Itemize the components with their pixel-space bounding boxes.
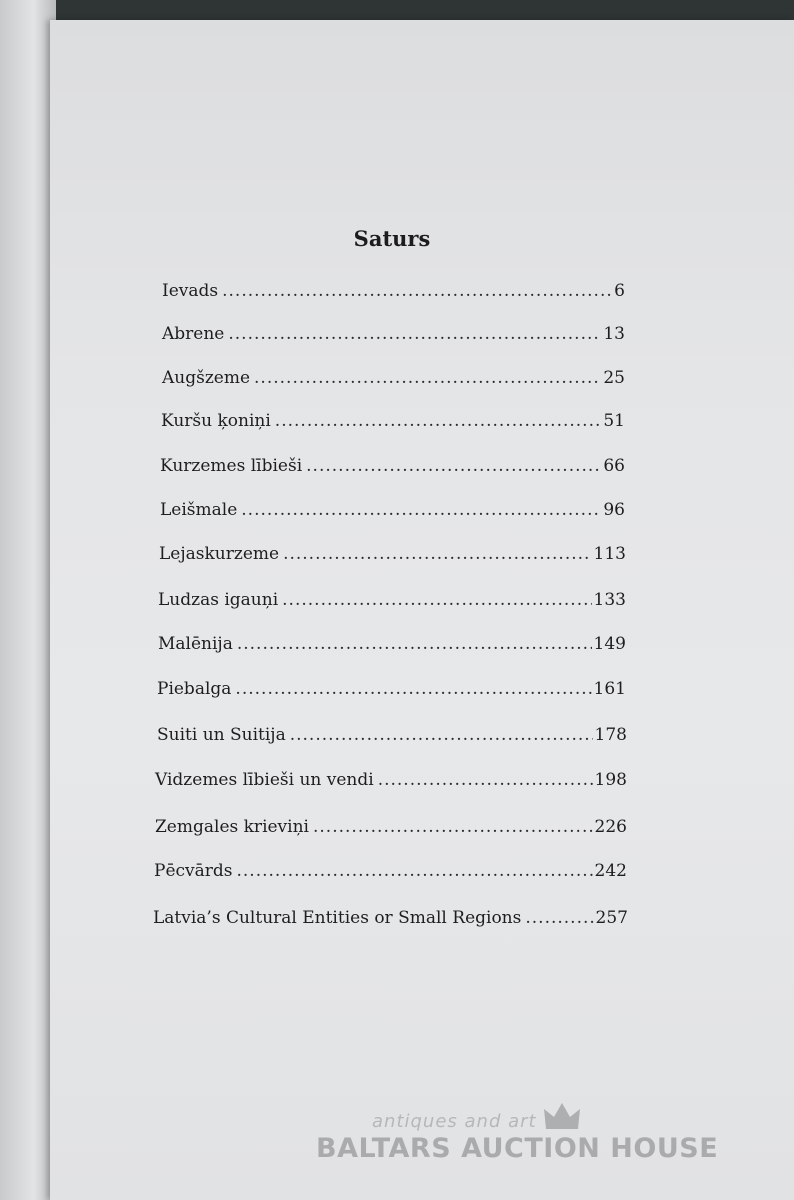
toc-entry-label: Lejaskurzeme (159, 544, 280, 564)
toc-entry-page: 226 (594, 817, 627, 837)
toc-entry-leader (235, 677, 591, 701)
toc-entry-leader (222, 279, 612, 303)
toc-entry (153, 906, 628, 930)
toc-entry-leader (237, 859, 593, 883)
toc-entry (157, 723, 627, 747)
toc-entry-page: 51 (603, 411, 625, 431)
toc-entry (160, 498, 625, 522)
toc-entry-label: Augšzeme (162, 368, 251, 388)
toc-entry-leader (283, 542, 591, 566)
toc-entry-page: 13 (603, 324, 625, 344)
toc-entry-leader (254, 366, 601, 390)
toc-entry (160, 454, 625, 478)
toc-entry-leader (282, 588, 591, 612)
toc-entry-page: 178 (594, 725, 627, 745)
toc-title: Saturs (353, 226, 431, 251)
toc-entry-label: Ievads (162, 281, 219, 301)
toc-entry-page: 25 (603, 368, 625, 388)
watermark-name: BALTARS AUCTION HOUSE (316, 1133, 719, 1164)
toc-entry-leader (237, 632, 592, 656)
watermark (310, 1105, 730, 1175)
toc-entry-label: Piebalga (157, 679, 232, 699)
toc-entry-leader (378, 768, 593, 792)
toc-entry (154, 859, 627, 883)
toc-entry-page: 133 (593, 590, 626, 610)
toc-entry-page: 113 (593, 544, 626, 564)
toc-entry (161, 409, 625, 433)
watermark-tagline: antiques and art (372, 1111, 537, 1132)
toc-entry-label: Pēcvārds (154, 861, 233, 881)
toc-entry-leader (290, 723, 593, 747)
toc-entry-leader (525, 906, 593, 930)
toc-entry (158, 588, 626, 612)
toc-entry (162, 366, 625, 390)
toc-entry (159, 542, 626, 566)
toc-entry-leader (275, 409, 602, 433)
toc-entry (158, 632, 626, 656)
toc-entry-page: 96 (603, 500, 625, 520)
toc-entry-label: Leišmale (160, 500, 238, 520)
crown-icon (542, 1099, 582, 1133)
toc-entry-label: Kuršu ķoniņi (161, 411, 271, 431)
toc-entry-label: Vidzemes lībieši un vendi (155, 770, 374, 790)
toc-entry-leader (241, 498, 601, 522)
toc-entry-page: 149 (593, 634, 626, 654)
toc-entry (162, 279, 625, 303)
toc-entry-label: Malēnija (158, 634, 233, 654)
toc-entry-leader (306, 454, 601, 478)
toc-entry-label: Abrene (162, 324, 225, 344)
toc-entry (155, 768, 627, 792)
toc-entry-page: 161 (593, 679, 626, 699)
toc-entry (155, 815, 627, 839)
toc-entry-page: 66 (603, 456, 625, 476)
toc-entry-leader (228, 322, 601, 346)
toc-entry-label: Zemgales krieviņi (155, 817, 309, 837)
toc-entry-page: 6 (614, 281, 625, 301)
toc-entry-label: Latvia’s Cultural Entities or Small Regions (153, 908, 522, 928)
toc-entry (157, 677, 626, 701)
toc-entry-leader (313, 815, 593, 839)
toc-entry-label: Ludzas igauņi (158, 590, 279, 610)
toc-entry-label: Suiti un Suitija (157, 725, 286, 745)
toc-entry-label: Kurzemes lībieši (160, 456, 303, 476)
toc-entry-page: 198 (594, 770, 627, 790)
toc-entry-page: 257 (595, 908, 628, 928)
toc-entry (162, 322, 625, 346)
toc-entry-page: 242 (594, 861, 627, 881)
